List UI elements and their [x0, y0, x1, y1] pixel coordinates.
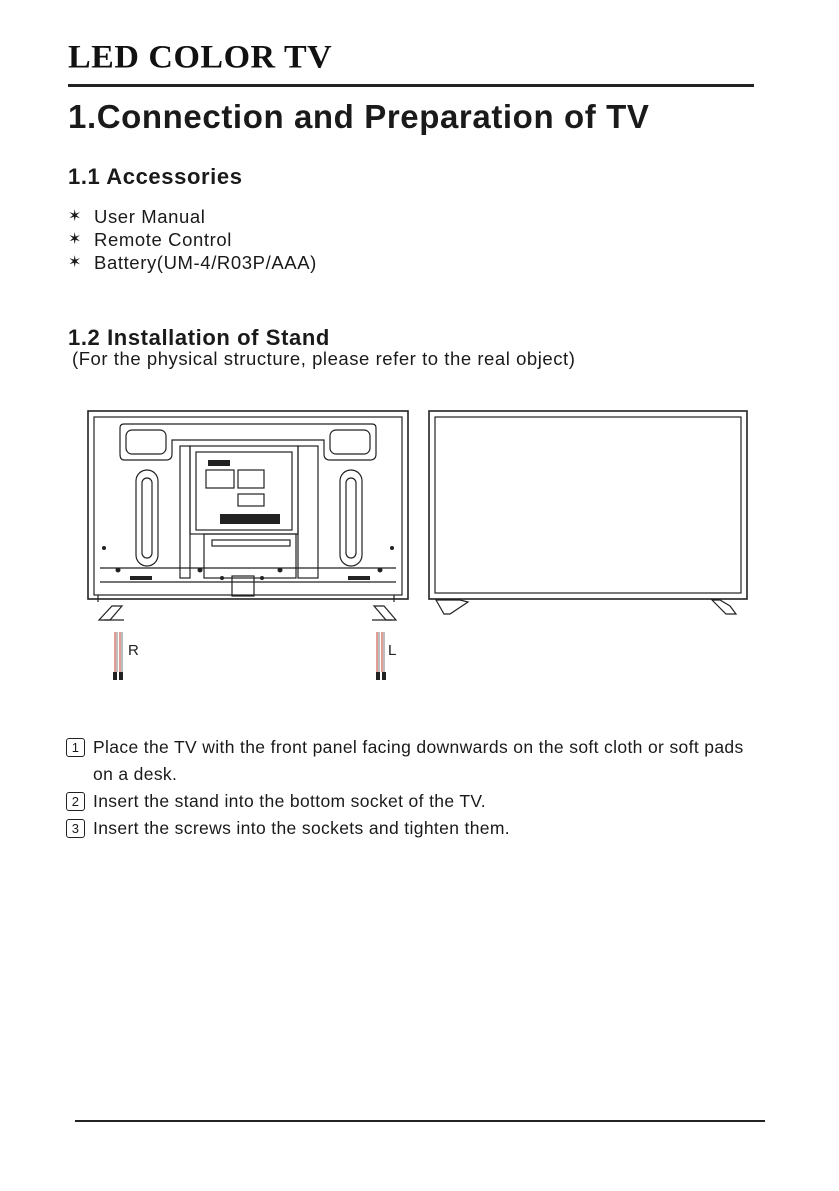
tv-front-view — [429, 411, 747, 614]
stand-foot-left — [374, 606, 396, 620]
star-bullet-icon: ✶ — [68, 208, 83, 225]
header-title: LED COLOR TV — [68, 40, 333, 76]
step-number: 1 — [66, 738, 85, 757]
screw-indicator-right — [113, 632, 123, 680]
list-item: 3 Insert the screws into the sockets and tighten them. — [66, 815, 766, 842]
screw-indicator-left — [376, 632, 386, 680]
installation-steps — [66, 734, 766, 842]
stand-installation-diagram — [0, 395, 839, 695]
section-heading-accessories: 1.1 Accessories — [68, 164, 243, 189]
step-number: 3 — [66, 819, 85, 838]
tv-back-view — [88, 411, 408, 602]
label-right: R — [128, 642, 139, 659]
list-item: 2 Insert the stand into the bottom socket of the TV. — [66, 788, 766, 815]
list-item: ✶ Battery(UM-4/R03P/AAA) — [68, 252, 317, 273]
star-bullet-icon: ✶ — [68, 254, 83, 271]
list-item: ✶ Remote Control — [68, 229, 232, 250]
stand-note: (For the physical structure, please refer to the real object) — [72, 348, 576, 369]
footer-divider — [75, 1120, 765, 1122]
header-divider — [68, 84, 754, 87]
accessories-list — [68, 205, 317, 274]
section-heading-stand: 1.2 Installation of Stand — [68, 325, 330, 350]
stand-foot-right — [99, 606, 122, 620]
star-bullet-icon: ✶ — [68, 231, 83, 248]
step-number: 2 — [66, 792, 85, 811]
label-left: L — [388, 642, 397, 659]
page-title: 1.Connection and Preparation of TV — [68, 98, 650, 135]
list-item: 1 Place the TV with the front panel facing downwards on the soft cloth or soft pads on a desk. — [66, 734, 766, 788]
list-item: ✶ User Manual — [68, 206, 206, 227]
